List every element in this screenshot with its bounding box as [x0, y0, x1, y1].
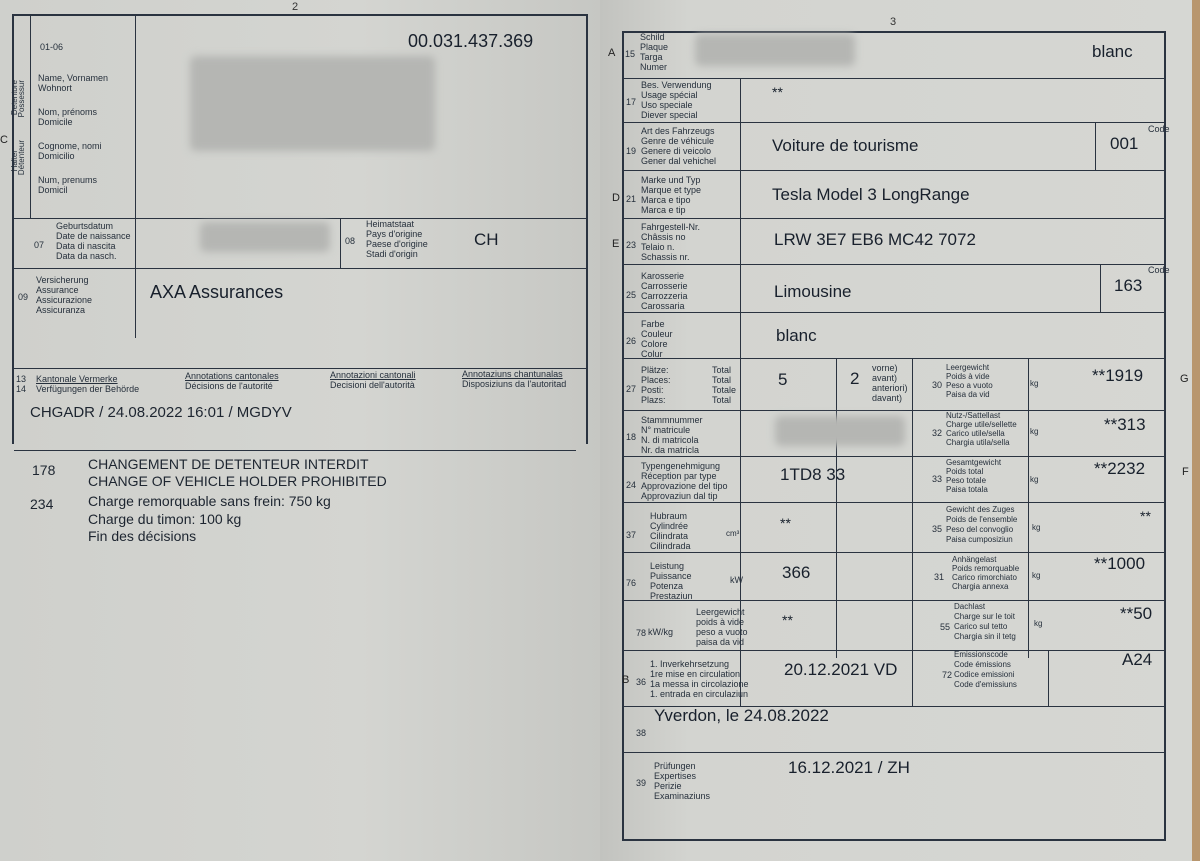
r23-label-1: Fahrgestell-Nr. [641, 222, 701, 232]
r55-label-1: Dachlast [954, 602, 986, 611]
first-registration-value: 20.12.2021 VD [784, 660, 898, 679]
annot-fr-2: Décisions de l'autorité [185, 381, 273, 391]
r27-total-2: Total [712, 375, 732, 385]
r27-label-4: Plazs: [641, 395, 666, 405]
r72-label-3: Codice emissioni [954, 670, 1015, 679]
r36-label-2: 1re mise en circulation [650, 669, 741, 679]
r18-label-1: Stammnummer [641, 415, 703, 425]
r18-label-4: Nr. da matricla [641, 445, 700, 455]
holder-label-1: Name, Vornamen [38, 73, 109, 83]
r27-front-3: anteriori) [872, 383, 908, 393]
field-24: 24 [626, 480, 637, 490]
r25-label-1: Karosserie [641, 271, 685, 281]
field-78: 78 [636, 628, 647, 638]
code-178: 178 [32, 462, 56, 478]
r33-label-1: Gesamtgewicht [946, 458, 1002, 467]
r37-label-4: Cilindrada [650, 541, 691, 551]
letter-a: A [608, 47, 616, 59]
insurance-value: AXA Assurances [150, 282, 284, 302]
r27-label-3: Posti: [641, 385, 664, 395]
field-13: 13 [16, 374, 27, 384]
r30-unit: kg [1030, 379, 1039, 388]
r30-label-3: Peso a vuoto [946, 381, 993, 390]
r78-label-2: poids à vide [696, 617, 745, 627]
field-38: 38 [636, 728, 647, 738]
r21-label-1: Marke und Typ [641, 175, 701, 185]
displacement-value: ** [780, 515, 791, 531]
r76-label-1: Leistung [650, 561, 685, 571]
power-weight-value: ** [782, 612, 793, 628]
field-07: 07 [34, 240, 45, 250]
code-234: 234 [30, 496, 54, 512]
r32-label-4: Chargia utila/sella [946, 438, 1010, 447]
chassis-value: LRW 3E7 EB6 MC42 7072 [774, 230, 976, 249]
insurance-label-3: Assicurazione [36, 295, 93, 305]
r76-label-4: Prestaziun [650, 591, 693, 601]
r15-label-1: Schild [640, 32, 665, 42]
r19-label-1: Art des Fahrzeugs [641, 126, 715, 136]
vehicle-type-value: Voiture de tourisme [772, 136, 919, 155]
total-weight-value: **2232 [1094, 459, 1146, 478]
r19-code-label: Code [1148, 124, 1170, 134]
r21-label-4: Marca e tip [641, 205, 686, 215]
origin-label-3: Paese d'origine [366, 239, 428, 249]
r17-label-1: Bes. Verwendung [641, 80, 712, 90]
field-27: 27 [626, 384, 637, 394]
insurance-label-4: Assicuranza [36, 305, 86, 315]
holder-label-2: Wohnort [38, 83, 72, 93]
r37-label-3: Cilindrata [650, 531, 689, 541]
make-model-value: Tesla Model 3 LongRange [772, 185, 970, 204]
r27-front-2: avant) [872, 373, 898, 383]
r33-label-2: Poids total [946, 467, 984, 476]
r24-label-4: Approvaziun dal tip [641, 491, 718, 501]
r27-total-4: Total [712, 395, 732, 405]
page-number: 3 [890, 16, 897, 28]
holder-label-5: Cognome, nomi [38, 141, 102, 151]
r78-label-3: peso a vuoto [696, 627, 748, 637]
annotation-line: CHGADR / 24.08.2022 16:01 / MGDYV [30, 404, 292, 421]
r55-label-4: Chargia sin il tetg [954, 632, 1016, 641]
inspection-value: 16.12.2021 / ZH [788, 758, 910, 777]
r31-label-1: Anhängelast [952, 555, 997, 564]
r32-unit: kg [1030, 427, 1039, 436]
r25-code-label: Code [1148, 265, 1170, 275]
towing-weight-value: **1000 [1094, 554, 1146, 573]
field-14: 14 [16, 384, 27, 394]
r15-label-3: Targa [640, 52, 663, 62]
r35-label-2: Poids de l'ensemble [946, 515, 1018, 524]
body-code: 163 [1114, 276, 1143, 295]
r21-label-3: Marca e tipo [641, 195, 691, 205]
annot-de-2: Verfügungen der Behörde [36, 384, 140, 394]
r37-unit: cm³ [726, 529, 740, 538]
field-37: 37 [626, 530, 637, 540]
r27-total-3: Totale [712, 385, 737, 395]
seats-front: 2 [850, 369, 860, 388]
color-value: blanc [776, 326, 817, 345]
r78-label-4: paisa da vid [696, 637, 745, 647]
r35-label-3: Peso del convoglio [946, 525, 1014, 534]
r23-label-4: Schassis nr. [641, 252, 690, 262]
r35-label-4: Paisa cumposiziun [946, 535, 1013, 544]
r26-label-4: Colur [641, 349, 663, 359]
holder-vertical-1: Halter [10, 150, 19, 172]
birth-label-3: Data di nascita [56, 241, 116, 251]
r26-label-3: Colore [641, 339, 668, 349]
r55-unit: kg [1034, 619, 1043, 628]
emission-code-value: A24 [1122, 650, 1153, 669]
r36-label-1: 1. Inverkehrsetzung [650, 659, 730, 669]
annot-rm-2: Disposiziuns da l'autoritad [462, 379, 567, 389]
right-page [600, 0, 1192, 861]
field-19: 19 [626, 146, 637, 156]
letter-c: C [0, 134, 8, 146]
field-31: 31 [934, 572, 945, 582]
r32-label-1: Nutz-/Sattellast [946, 411, 1001, 420]
r17-label-4: Diever special [641, 110, 698, 120]
letter-b: B [622, 674, 630, 686]
holder-label-8: Domicil [38, 185, 68, 195]
special-use-value: ** [772, 84, 783, 100]
holder-label-4: Domicile [38, 117, 73, 127]
r19-label-3: Genere di veicolo [641, 146, 712, 156]
r39-label-3: Perizie [654, 781, 682, 791]
field-21: 21 [626, 194, 637, 204]
r18-label-2: N° matricule [641, 425, 691, 435]
field-36: 36 [636, 677, 647, 687]
r15-label-2: Plaque [640, 42, 669, 52]
letter-g: G [1180, 373, 1189, 385]
insurance-label-2: Assurance [36, 285, 79, 295]
text-178-1: CHANGEMENT DE DETENTEUR INTERDIT [88, 456, 369, 472]
origin-label-1: Heimatstaat [366, 219, 415, 229]
field-17: 17 [626, 97, 637, 107]
roof-load-value: **50 [1120, 604, 1153, 623]
holder-vertical-4: Possessur [17, 80, 26, 118]
annot-it-2: Decisioni dell'autorità [330, 380, 415, 390]
plate-value: blanc [1092, 42, 1133, 61]
field-18: 18 [626, 432, 637, 442]
birth-label-4: Data da nasch. [56, 251, 117, 261]
origin-label-4: Stadi d'origin [366, 249, 418, 259]
annot-de-1: Kantonale Vermerke [36, 374, 118, 384]
r72-label-4: Code d'emissiuns [954, 680, 1017, 689]
r31-label-2: Poids remorquable [952, 564, 1020, 573]
r39-label-4: Examinaziuns [654, 791, 711, 801]
r33-label-3: Peso totale [946, 476, 987, 485]
r24-label-3: Approvazione del tipo [641, 481, 728, 491]
r30-label-1: Leergewicht [946, 363, 990, 372]
r33-label-4: Paisa totala [946, 485, 988, 494]
r19-label-4: Gener dal vehichel [641, 156, 717, 166]
r72-label-1: Emissionscode [954, 650, 1008, 659]
annot-rm-1: Annotaziuns chantunalas [462, 369, 563, 379]
r36-label-4: 1. entrada en circulaziun [650, 689, 749, 699]
text-234-1: Charge remorquable sans frein: 750 kg [88, 493, 331, 509]
redacted-holder-name [190, 56, 435, 151]
r17-label-2: Usage spécial [641, 90, 698, 100]
type-approval-value: 1TD8 33 [780, 465, 846, 484]
text-234-2: Charge du timon: 100 kg [88, 511, 242, 527]
r72-label-2: Code émissions [954, 660, 1011, 669]
origin-label-2: Pays d'origine [366, 229, 423, 239]
field-23: 23 [626, 240, 637, 250]
origin-value: CH [474, 230, 499, 249]
r23-label-3: Telaio n. [641, 242, 675, 252]
r32-label-3: Carico utile/sella [946, 429, 1005, 438]
r25-label-3: Carrozzeria [641, 291, 688, 301]
r55-label-2: Charge sur le toit [954, 612, 1015, 621]
r25-label-2: Carrosserie [641, 281, 688, 291]
birth-label-2: Date de naissance [56, 231, 131, 241]
train-weight-value: ** [1140, 508, 1151, 524]
r31-unit: kg [1032, 571, 1041, 580]
r35-unit: kg [1032, 523, 1041, 532]
r15-label-4: Numer [640, 62, 668, 72]
issue-place-date: Yverdon, le 24.08.2022 [654, 706, 829, 725]
letter-d: D [612, 192, 620, 204]
holder-label-6: Domicilio [38, 151, 75, 161]
r76-label-2: Puissance [650, 571, 692, 581]
r78-label-1: Leergewicht [696, 607, 745, 617]
r24-label-1: Typengenehmigung [641, 461, 721, 471]
insurance-label-1: Versicherung [36, 275, 89, 285]
text-178-2: CHANGE OF VEHICLE HOLDER PROHIBITED [88, 473, 387, 489]
empty-weight-value: **1919 [1092, 366, 1144, 385]
r21-label-2: Marque et type [641, 185, 702, 195]
document-number: 00.031.437.369 [408, 31, 534, 51]
field-26: 26 [626, 336, 637, 346]
field-01-06: 01-06 [40, 42, 64, 52]
power-value: 366 [782, 563, 811, 582]
holder-vertical-3: Detentore [10, 80, 19, 116]
field-15: 15 [625, 49, 636, 59]
r35-label-1: Gewicht des Zuges [946, 505, 1015, 514]
r19-label-2: Genre de véhicule [641, 136, 715, 146]
r31-label-3: Carico rimorchiato [952, 573, 1017, 582]
seats-total: 5 [778, 370, 788, 389]
letter-f: F [1182, 466, 1189, 478]
field-72: 72 [942, 670, 953, 680]
r27-front-4: davant) [872, 393, 903, 403]
r25-label-4: Carossaria [641, 301, 685, 311]
r55-label-3: Carico sul tetto [954, 622, 1008, 631]
annot-fr-1: Annotations cantonales [185, 371, 279, 381]
r27-front-1: vorne) [872, 363, 898, 373]
field-55: 55 [940, 622, 951, 632]
r31-label-4: Chargia annexa [952, 582, 1009, 591]
r76-label-3: Potenza [650, 581, 684, 591]
holder-vertical-2: Détenteur [17, 140, 26, 176]
field-39: 39 [636, 778, 647, 788]
payload-value: **313 [1104, 415, 1146, 434]
r76-unit: kW [730, 575, 743, 585]
field-09: 09 [18, 292, 29, 302]
r24-label-2: Réception par type [641, 471, 717, 481]
letter-e: E [612, 238, 620, 250]
r26-label-1: Farbe [641, 319, 665, 329]
r33-unit: kg [1030, 475, 1039, 484]
redacted-matricule [775, 416, 905, 446]
r18-label-3: N. di matricola [641, 435, 699, 445]
r30-label-2: Poids à vide [946, 372, 990, 381]
r30-label-4: Paisa da vid [946, 390, 990, 399]
r27-label-2: Places: [641, 375, 671, 385]
r26-label-2: Couleur [641, 329, 673, 339]
holder-label-3: Nom, prénoms [38, 107, 98, 117]
r37-label-1: Hubraum [650, 511, 688, 521]
field-25: 25 [626, 290, 637, 300]
r27-total-1: Total [712, 365, 732, 375]
r32-label-2: Charge utile/sellette [946, 420, 1017, 429]
body-value: Limousine [774, 282, 852, 301]
field-30: 30 [932, 380, 943, 390]
r23-label-2: Châssis no [641, 232, 686, 242]
birth-label-1: Geburtsdatum [56, 221, 114, 231]
field-35: 35 [932, 524, 943, 534]
field-08: 08 [345, 236, 356, 246]
r27-label-1: Plätze: [641, 365, 669, 375]
annot-it-1: Annotazioni cantonali [330, 370, 416, 380]
redacted-birthdate [200, 222, 330, 252]
field-32: 32 [932, 428, 943, 438]
redacted-plate [695, 34, 855, 66]
holder-label-7: Num, prenums [38, 175, 98, 185]
r36-label-3: 1a messa in circolazione [650, 679, 749, 689]
field-33: 33 [932, 474, 943, 484]
r39-label-1: Prüfungen [654, 761, 696, 771]
text-234-3: Fin des décisions [88, 528, 197, 544]
r17-label-3: Uso speciale [641, 100, 693, 110]
r39-label-2: Expertises [654, 771, 697, 781]
r37-label-2: Cylindrée [650, 521, 689, 531]
r78-unit: kW/kg [648, 627, 674, 637]
vehicle-type-code: 001 [1110, 134, 1139, 153]
field-76: 76 [626, 578, 637, 588]
page-number: 2 [292, 1, 299, 13]
